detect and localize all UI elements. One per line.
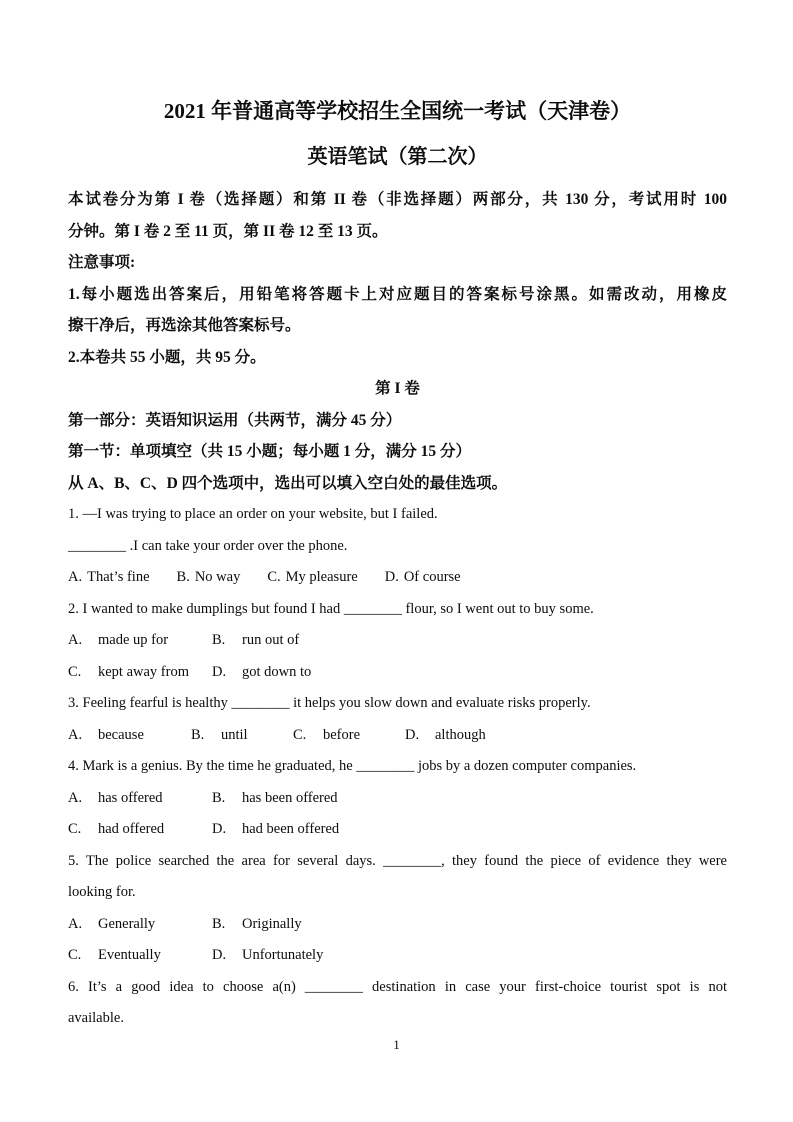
q1-option-b-letter: B. <box>176 569 190 585</box>
q1-option-c <box>267 562 357 594</box>
q3-option-a-text: because <box>98 726 144 743</box>
intro-line-2: 分钟。第 I 卷 2 至 11 页，第 II 卷 12 至 13 页。 <box>68 222 388 240</box>
q3-option-c <box>293 720 405 752</box>
paper-subtitle: 英语笔试（第二次） <box>307 146 488 168</box>
question-4-options-row-1 <box>68 783 727 815</box>
q1-option-b-text: No way <box>194 569 241 585</box>
q5-option-b-text: Originally <box>242 915 302 932</box>
question-3-stem: 3. Feeling fearful is healthy ________ it helps you slow down and evaluate risks properly. <box>68 695 591 711</box>
question-5-stem: 5. The police searched the area for several days. ________, they found the piece of evidence they were <box>68 852 727 869</box>
q4-option-a-letter: A. <box>68 789 83 806</box>
question-6-stem: 6. It’s a good idea to choose a(n) ________ destination in case your first-choice tourist spot is not <box>68 978 727 995</box>
q4-option-b-text: has been offered <box>242 789 338 806</box>
q2-option-d-text: got down to <box>242 663 312 680</box>
q2-option-c-letter: C. <box>68 663 82 680</box>
q3-option-c-text: before <box>323 726 361 743</box>
q3-option-b <box>191 720 293 752</box>
page-number: 1 <box>393 1037 400 1052</box>
q5-option-d <box>212 940 323 972</box>
q5-option-b-letter: B. <box>212 915 226 932</box>
question-2-stem: 2. I wanted to make dumplings but found I had ________ flour, so I went out to buy some. <box>68 600 594 617</box>
part-heading: 第一部分：英语知识运用（共两节，满分 45 分） <box>68 411 402 429</box>
q1-option-c-letter: C. <box>267 569 281 585</box>
q2-option-b-text: run out of <box>242 632 300 648</box>
instruction: 从 A、B、C、D 四个选项中，选出可以填入空白处的最佳选项。 <box>68 474 508 492</box>
q3-option-a <box>68 720 191 752</box>
q3-option-c-letter: C. <box>293 726 307 743</box>
q1-option-d-text: Of course <box>403 569 461 585</box>
q2-option-b <box>212 625 299 657</box>
notice-item-1-line-2: 擦干净后，再选涂其他答案标号。 <box>68 317 301 334</box>
question-2-options-row-2 <box>68 657 727 689</box>
question-6-stem-continued: available. <box>68 1010 124 1026</box>
section-heading: 第一节：单项填空（共 15 小题；每小题 1 分，满分 15 分） <box>68 443 472 460</box>
q4-option-d-text: had been offered <box>242 821 340 837</box>
q2-option-c <box>68 657 212 689</box>
q3-option-d-text: although <box>435 726 486 743</box>
question-4-stem: 4. Mark is a genius. By the time he graduated, he ________ jobs by a dozen computer companies. <box>68 758 637 774</box>
q4-option-c-letter: C. <box>68 821 82 837</box>
q2-option-d <box>212 657 311 689</box>
q2-option-d-letter: D. <box>212 663 227 680</box>
q1-option-a-text: That’s fine <box>87 569 150 585</box>
question-1-stem-continued: ________ .I can take your order over the phone. <box>68 537 348 554</box>
q3-option-a-letter: A. <box>68 726 83 743</box>
q4-option-b <box>212 783 338 815</box>
volume-heading: 第 I 卷 <box>375 380 420 397</box>
q2-option-a-text: made up for <box>98 632 169 648</box>
q5-option-c <box>68 940 212 972</box>
question-5-options-row-2 <box>68 940 727 972</box>
q4-option-c <box>68 814 212 846</box>
question-4-options-row-2 <box>68 814 727 846</box>
q2-option-a <box>68 625 212 657</box>
paper-title: 2021 年普通高等学校招生全国统一考试（天津卷） <box>163 99 632 123</box>
notice-item-1-line-1: 1.每小题选出答案后，用铅笔将答题卡上对应题目的答案标号涂黑。如需改动，用橡皮 <box>68 285 727 303</box>
q5-option-a-text: Generally <box>98 915 156 932</box>
q5-option-c-letter: C. <box>68 947 82 963</box>
q5-option-a <box>68 909 212 941</box>
intro-line-1: 本试卷分为第 I 卷（选择题）和第 II 卷（非选择题）两部分，共 130 分，考试用时 100 <box>68 191 727 208</box>
q4-option-c-text: had offered <box>98 821 165 837</box>
q2-option-c-text: kept away from <box>98 663 189 680</box>
question-5-stem-continued: looking for. <box>68 884 136 900</box>
q1-option-b <box>177 562 241 594</box>
q5-option-a-letter: A. <box>68 915 83 932</box>
question-1-options <box>68 562 727 594</box>
q2-option-a-letter: A. <box>68 632 83 648</box>
q1-option-c-text: My pleasure <box>285 569 358 585</box>
question-5-options-row-1 <box>68 909 727 941</box>
q4-option-b-letter: B. <box>212 789 226 806</box>
q2-option-b-letter: B. <box>212 632 226 648</box>
q1-option-d <box>385 562 461 594</box>
q3-option-b-letter: B. <box>191 726 205 743</box>
q4-option-d <box>212 814 339 846</box>
q1-option-a <box>68 562 150 594</box>
q1-option-d-letter: D. <box>384 569 399 585</box>
q1-option-a-letter: A. <box>68 569 83 585</box>
notice-item-2: 2.本卷共 55 小题，共 95 分。 <box>68 348 266 366</box>
q3-option-d-letter: D. <box>405 726 420 743</box>
q5-option-d-letter: D. <box>212 947 227 963</box>
q3-option-b-text: until <box>221 726 248 743</box>
question-1-stem: 1. —I was trying to place an order on your website, but I failed. <box>68 506 438 522</box>
q3-option-d <box>405 720 486 752</box>
q5-option-c-text: Eventually <box>98 947 161 963</box>
question-2-options-row-1 <box>68 625 727 657</box>
q4-option-a <box>68 783 212 815</box>
q5-option-b <box>212 909 302 941</box>
question-3-options <box>68 720 727 752</box>
q4-option-d-letter: D. <box>212 821 227 837</box>
q4-option-a-text: has offered <box>98 789 163 806</box>
notice-heading: 注意事项: <box>68 254 136 271</box>
q5-option-d-text: Unfortunately <box>242 947 324 963</box>
